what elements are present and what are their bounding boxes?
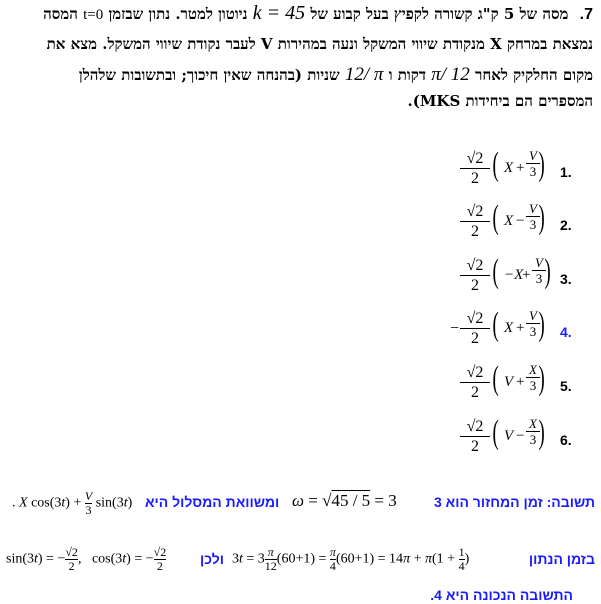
left-paren: ( bbox=[492, 199, 499, 236]
left-paren: ( bbox=[492, 306, 499, 343]
sqrt2-numerator: √2 bbox=[460, 364, 490, 383]
sqrt2-over-2 bbox=[460, 364, 490, 403]
option-operator: − bbox=[516, 428, 525, 444]
option-label: 1. bbox=[560, 164, 572, 180]
trig-values: sin(3t) = − $\frac{√2}{2}$ , cos(3t) = − $\frac{√2}{2}$ bbox=[6, 545, 167, 573]
question-line-3 bbox=[79, 64, 593, 86]
option-4[interactable] bbox=[450, 306, 580, 354]
sqrt2-numerator: √2 bbox=[460, 310, 490, 329]
sqrt2-over-2 bbox=[460, 418, 490, 457]
option-term-b: V bbox=[526, 148, 540, 164]
option-term-a: X bbox=[504, 213, 514, 229]
left-paren: ( bbox=[492, 146, 499, 183]
option-denominator: 3 bbox=[529, 324, 537, 339]
right-paren: ) bbox=[538, 306, 545, 343]
sqrt2-numerator: √2 bbox=[460, 203, 490, 222]
answer-line-1 bbox=[434, 494, 595, 510]
option-term-a: X bbox=[504, 160, 514, 176]
answer-period-text: תשובה: זמן המחזור הוא 3 bbox=[434, 494, 595, 510]
option-label: 3. bbox=[560, 271, 572, 287]
omega-expression: ω = √45 / 5 = 3 bbox=[292, 491, 397, 510]
option-term-b: V bbox=[526, 201, 540, 217]
right-paren: ) bbox=[538, 199, 545, 236]
question-line-1 bbox=[43, 2, 593, 25]
two-denominator: 2 bbox=[471, 384, 479, 401]
option-term-b: X bbox=[526, 416, 540, 432]
two-denominator: 2 bbox=[471, 438, 479, 455]
answer-therefore: ולכן bbox=[200, 551, 224, 567]
option-denominator: 3 bbox=[535, 271, 543, 286]
option-term-a: V bbox=[504, 428, 514, 444]
answer-path-text: ומשוואת המסלול היא bbox=[145, 494, 280, 510]
trajectory-equation: . X cos(3t) + $\frac{V}{3}$ sin(3t) bbox=[12, 489, 133, 517]
option-denominator: 3 bbox=[529, 164, 537, 179]
option-1[interactable] bbox=[460, 146, 580, 194]
option-term-a: V bbox=[504, 374, 514, 390]
sqrt2-numerator: √2 bbox=[460, 418, 490, 437]
t0-expression: t=0 bbox=[83, 7, 104, 23]
option-denominator: 3 bbox=[529, 217, 537, 232]
final-answer: התשובה הנכונה היא 4. bbox=[430, 587, 573, 603]
option-operator: + bbox=[516, 160, 525, 176]
phase-equation: 3t = 3 $\frac{\pi}{12}$ (60+1) = $\frac{\pi}{4}$ (60+1) = 14π + π(1 + $\frac{1}{4}$ ) bbox=[232, 545, 470, 573]
question-text-3a: מקום החלקיק לאחר bbox=[475, 66, 593, 84]
question-text-3c: שניות (בהנחה שאין חיכוך; ובתשובות שלהלן bbox=[78, 66, 340, 84]
option-label: 5. bbox=[560, 378, 572, 394]
right-paren: ) bbox=[538, 146, 545, 183]
question-text-3b: דקות ו bbox=[388, 66, 426, 84]
question-text-1: מסה של 5 ק"ג קשורה לקפיץ בעל קבוע של bbox=[310, 5, 569, 23]
option-term-a: X bbox=[504, 320, 514, 336]
option-operator: + bbox=[522, 267, 531, 283]
option-term-b: V bbox=[526, 308, 540, 324]
answer-line-2-label: בזמן הנתון bbox=[528, 551, 595, 567]
question-line-4: המספרים הם ביחידות MKS). bbox=[407, 92, 593, 110]
sqrt2-numerator: √2 bbox=[460, 257, 490, 276]
k-expression: k = 45 bbox=[252, 2, 306, 24]
sqrt2-over-2 bbox=[460, 150, 490, 189]
question-text-1b: ניוטון למטר. נתון שבזמן bbox=[108, 5, 248, 23]
right-paren: ) bbox=[538, 360, 545, 397]
option-operator: + bbox=[516, 320, 525, 336]
left-paren: ( bbox=[492, 414, 499, 451]
option-operator: + bbox=[516, 374, 525, 390]
two-denominator: 2 bbox=[471, 277, 479, 294]
sqrt2-over-2 bbox=[460, 257, 490, 296]
option-3[interactable] bbox=[460, 253, 580, 301]
time-fraction-seconds: 12/ π bbox=[344, 64, 384, 85]
left-paren: ( bbox=[492, 253, 499, 290]
option-term-b: X bbox=[526, 362, 540, 378]
option-label: 2. bbox=[560, 217, 572, 233]
option-denominator: 3 bbox=[529, 432, 537, 447]
option-term-b: V bbox=[532, 255, 546, 271]
option-6[interactable] bbox=[460, 414, 580, 462]
two-denominator: 2 bbox=[471, 170, 479, 187]
option-denominator: 3 bbox=[529, 378, 537, 393]
option-label: 4. bbox=[560, 324, 572, 340]
option-label: 6. bbox=[560, 432, 572, 448]
two-denominator: 2 bbox=[471, 330, 479, 347]
option-operator: − bbox=[516, 213, 525, 229]
sqrt2-over-2 bbox=[460, 310, 490, 349]
two-denominator: 2 bbox=[471, 223, 479, 240]
question-line-2: נמצאת במרחק X מנקודת שיווי המשקל ונעה במהירות V לעבר נקודת שיווי המשקל. מצא את bbox=[46, 35, 593, 53]
question-text-1c: המסה bbox=[43, 5, 78, 23]
option-term-a: −X bbox=[504, 267, 524, 283]
option-5[interactable] bbox=[460, 360, 580, 408]
right-paren: ) bbox=[538, 414, 545, 451]
sqrt2-numerator: √2 bbox=[460, 150, 490, 169]
option-2[interactable] bbox=[460, 199, 580, 247]
option-sign: − bbox=[450, 320, 460, 337]
time-fraction-minutes: π/ 12 bbox=[431, 64, 470, 85]
right-paren: ) bbox=[544, 253, 551, 290]
left-paren: ( bbox=[492, 360, 499, 397]
sqrt2-over-2 bbox=[460, 203, 490, 242]
question-number: 7. bbox=[579, 6, 593, 23]
